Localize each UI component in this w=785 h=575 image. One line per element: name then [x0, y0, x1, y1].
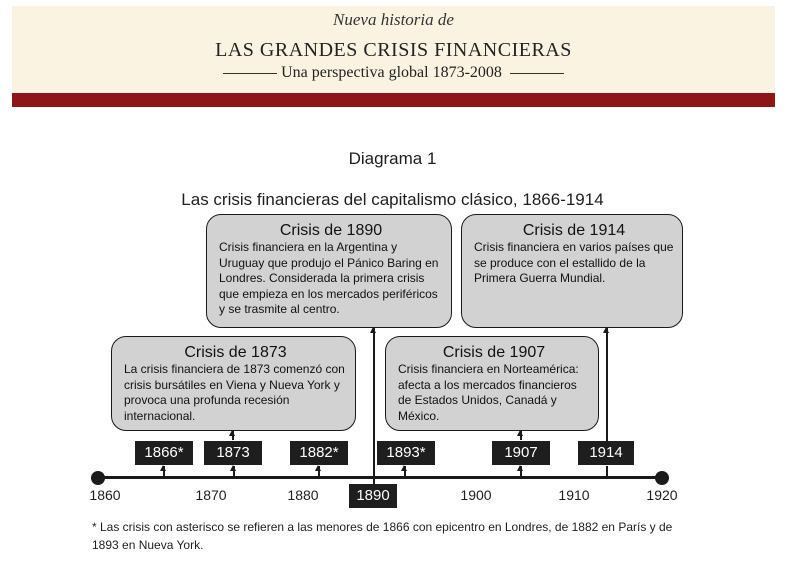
box-crisis-1890-text: Crisis financiera en la Argentina y Uruguay que produjo el Pánico Baring en Londres. Considerada la primera crisis que empieza en los mercados periféricos y se trasmite al centro.	[219, 240, 439, 316]
timeline-label-1907: 1907	[492, 441, 550, 465]
connector-1890	[373, 328, 375, 485]
arrowhead-1907	[517, 430, 523, 436]
tick-1893-arrow	[401, 465, 407, 471]
book-kicker: Nueva historia de	[333, 10, 454, 29]
diagram-label: Diagrama 1	[348, 149, 437, 168]
arrowhead-1890	[370, 327, 376, 333]
box-crisis-1914	[461, 214, 683, 328]
timeline-axis	[98, 476, 662, 479]
book-subtitle	[12, 64, 775, 82]
diagram-title: Las crisis financieras del capitalismo clásico, 1866-1914	[181, 190, 604, 209]
timeline-label-1914: 1914	[578, 441, 634, 465]
arrowhead-1914	[603, 327, 609, 333]
tick-1907-arrow	[517, 465, 523, 471]
timeline-label-1890: 1890	[349, 484, 397, 508]
footnote: * Las crisis con asterisco se refieren a las menores de 1866 con epicentro en Londres, de 1882 en París y de 1893 en Nueva York.	[92, 520, 673, 552]
box-crisis-1914-text: Crisis financiera en varios países que se produce con el estallido de la Primera Guerra Mundial.	[474, 240, 674, 285]
timeline-label-1893: 1893*	[377, 441, 435, 465]
box-crisis-1890-title: Crisis de 1890	[279, 222, 383, 239]
axis-tick-1880: 1880	[287, 487, 319, 503]
connector-1914	[606, 328, 608, 441]
box-crisis-1907	[385, 336, 599, 431]
arrowhead-1873	[229, 430, 235, 436]
timeline-label-1873: 1873	[204, 441, 262, 465]
tick-1866-arrow	[160, 465, 166, 471]
tick-1882-arrow	[315, 465, 321, 471]
book-title: LAS GRANDES CRISIS FINANCIERAS	[215, 39, 572, 61]
box-crisis-1907-title: Crisis de 1907	[442, 344, 546, 361]
box-crisis-1907-text: Crisis financiera en Norteamérica: afecta a los mercados financieros de Estados Unidos, Canadá y México.	[398, 362, 579, 423]
timeline-end-dot	[655, 471, 669, 485]
timeline-start-dot	[91, 471, 105, 485]
axis-tick-1870: 1870	[195, 487, 227, 503]
axis-tick-1920: 1920	[646, 487, 678, 503]
box-crisis-1873	[111, 336, 356, 431]
timeline-label-1882: 1882*	[290, 441, 348, 465]
box-crisis-1873-title: Crisis de 1873	[184, 344, 287, 361]
axis-tick-1910: 1910	[558, 487, 590, 503]
box-crisis-1873-text: La crisis financiera de 1873 comenzó con crisis bursátiles en Viena y Nueva York y provoca una profunda recesión internacional.	[124, 362, 345, 423]
tick-1873-arrow	[230, 465, 236, 471]
subtitle-rule-left	[223, 73, 277, 74]
timeline-label-1866: 1866*	[135, 441, 193, 465]
subtitle-rule-right	[510, 73, 564, 74]
tick-1914	[606, 466, 608, 476]
book-header	[12, 6, 775, 93]
box-crisis-1890	[206, 214, 452, 328]
box-crisis-1914-title: Crisis de 1914	[522, 222, 626, 239]
axis-tick-1900: 1900	[460, 487, 492, 503]
book-subtitle-text: Una perspectiva global 1873-2008	[281, 64, 502, 81]
axis-tick-1860: 1860	[89, 487, 121, 503]
header-band	[12, 93, 775, 107]
